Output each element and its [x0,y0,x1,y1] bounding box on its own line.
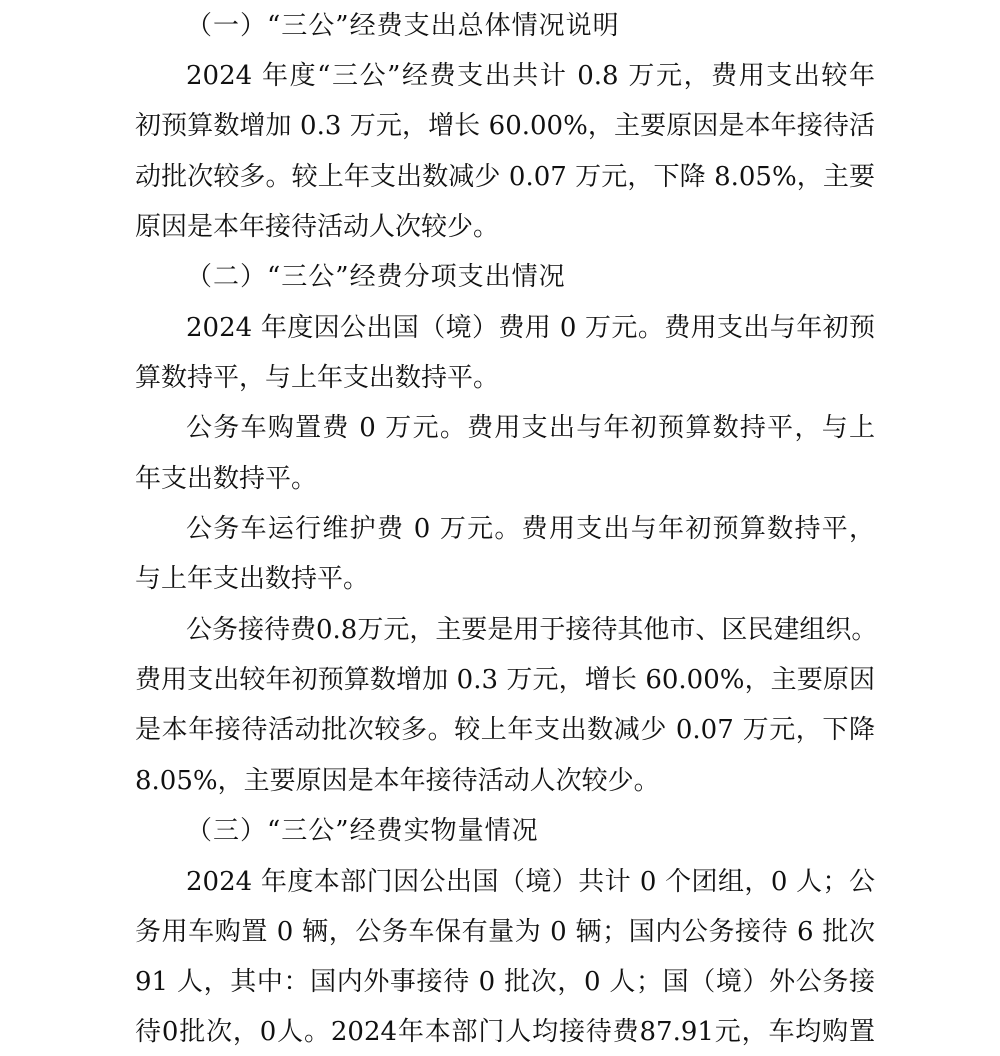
section-heading: （一）“三公”经费支出总体情况说明 [186,11,620,41]
section-heading: （三）“三公”经费实物量情况 [186,816,539,846]
paragraph-line: 原因是本年接待活动人次较少。 [135,212,500,242]
paragraph-line: 动批次较多。较上年支出数减少 0.07 万元，下降 8.05%，主要 [135,162,875,192]
paragraph-line: 与上年支出数持平。 [135,564,370,594]
paragraph-line: 待0批次，0人。2024年本部门人均接待费87.91元，车均购置 [135,1017,875,1047]
paragraph-line: 务用车购置 0 辆，公务车保有量为 0 辆；国内公务接待 6 批次 [135,917,875,947]
paragraph-line: 初预算数增加 0.3 万元，增长 60.00%，主要原因是本年接待活 [135,111,875,141]
paragraph-line: 费用支出较年初预算数增加 0.3 万元，增长 60.00%，主要原因 [135,665,875,695]
paragraph-line: 2024 年度因公出国（境）费用 0 万元。费用支出与年初预 [186,313,875,343]
paragraph-line: 公务接待费0.8万元，主要是用于接待其他市、区民建组织。 [186,615,878,645]
paragraph-line: 91 人，其中：国内外事接待 0 批次，0 人；国（境）外公务接 [135,967,875,997]
section-heading: （二）“三公”经费分项支出情况 [186,262,566,292]
paragraph-line: 8.05%，主要原因是本年接待活动人次较少。 [135,766,660,796]
paragraph-line: 2024 年度“三公”经费支出共计 0.8 万元，费用支出较年 [186,61,875,91]
paragraph-line: 算数持平，与上年支出数持平。 [135,363,500,393]
paragraph-line: 2024 年度本部门因公出国（境）共计 0 个团组，0 人；公 [186,867,875,897]
paragraph-line: 公务车购置费 0 万元。费用支出与年初预算数持平，与上 [186,413,875,443]
paragraph-line: 年支出数持平。 [135,464,318,494]
paragraph-line: 公务车运行维护费 0 万元。费用支出与年初预算数持平， [186,514,875,544]
paragraph-line: 是本年接待活动批次较多。较上年支出数减少 0.07 万元，下降 [135,715,875,745]
